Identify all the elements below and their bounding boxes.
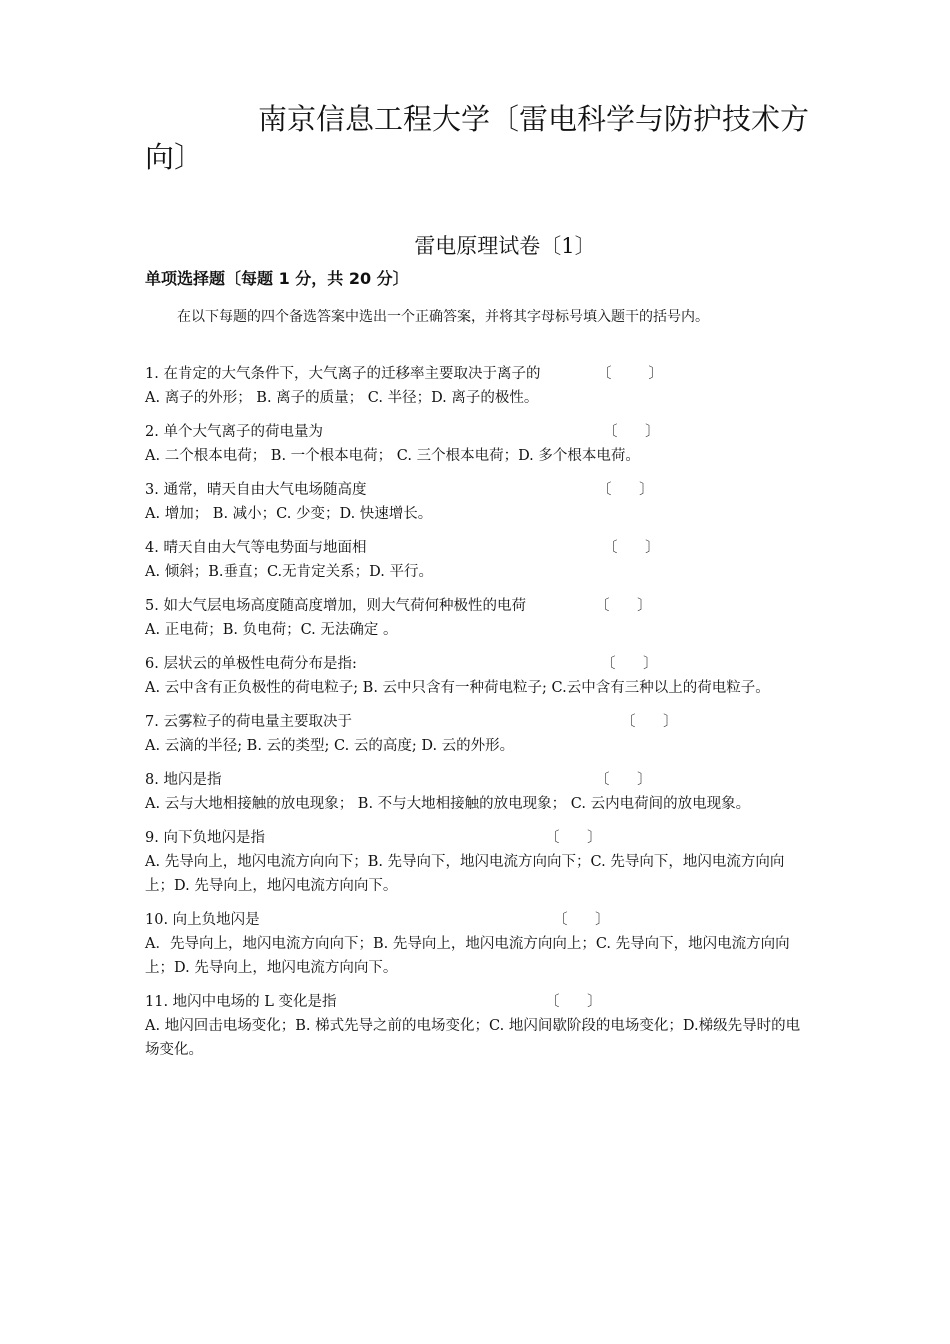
- question-options: A. 增加； B. 减小；C. 少变；D. 快速增长。: [145, 506, 433, 522]
- question-item: [145, 990, 805, 1062]
- question-list: [145, 362, 805, 1072]
- answer-bracket: 〔 〕: [553, 912, 610, 928]
- question-stem: 6. 层状云的单极性电荷分布是指:: [145, 656, 357, 672]
- question-item: [145, 362, 805, 410]
- answer-bracket: 〔 〕: [595, 598, 652, 614]
- question-item: [145, 826, 805, 898]
- question-options: A. 先导向上，地闪电流方向向下；B. 先导向下，地闪电流方向向下；C. 先导向下，地闪电流方向向上；D. 先导向上，地闪电流方向向下。: [145, 854, 785, 894]
- answer-bracket: 〔 〕: [601, 656, 658, 672]
- answer-bracket: 〔 〕: [595, 772, 652, 788]
- question-stem: 5. 如大气层电场高度随高度增加，则大气荷何种极性的电荷: [145, 598, 526, 614]
- question-item: [145, 652, 805, 700]
- question-item: [145, 420, 805, 468]
- question-stem: 11. 地闪中电场的 L 变化是指: [145, 994, 337, 1010]
- answer-bracket: 〔 〕: [603, 424, 660, 440]
- question-options: A. 离子的外形； B. 离子的质量； C. 半径；D. 离子的极性。: [145, 390, 539, 406]
- question-stem: 8. 地闪是指: [145, 772, 222, 788]
- question-options: A. 地闪回击电场变化；B. 梯式先导之前的电场变化；C. 地闪间歇阶段的电场变化；D.梯级先导时的电场变化。: [145, 1018, 801, 1058]
- answer-bracket: 〔 〕: [597, 366, 663, 382]
- question-item: [145, 768, 805, 816]
- answer-bracket: 〔 〕: [597, 482, 654, 498]
- question-options: A. 云滴的半径; B. 云的类型; C. 云的高度; D. 云的外形。: [145, 738, 515, 754]
- question-options: A. 正电荷；B. 负电荷；C. 无法确定 。: [145, 622, 398, 638]
- question-stem: 9. 向下负地闪是指: [145, 830, 265, 846]
- question-item: [145, 908, 805, 980]
- question-options: A. 云中含有正负极性的荷电粒子; B. 云中只含有一种荷电粒子; C.云中含有三种以上的荷电粒子。: [145, 680, 770, 696]
- instruction-text: 在以下每题的四个备选答案中选出一个正确答案，并将其字母标号填入题干的括号内。: [177, 309, 709, 325]
- question-item: [145, 478, 805, 526]
- question-stem: 4. 晴天自由大气等电势面与地面相: [145, 540, 367, 556]
- answer-bracket: 〔 〕: [545, 994, 602, 1010]
- exam-title: 雷电原理试卷〔1〕: [414, 234, 596, 258]
- question-options: A. 倾斜；B.垂直；C.无肯定关系；D. 平行。: [145, 564, 433, 580]
- question-options: A. 二个根本电荷； B. 一个根本电荷； C. 三个根本电荷；D. 多个根本电荷。: [145, 448, 640, 464]
- question-options: A. 云与大地相接触的放电现象； B. 不与大地相接触的放电现象； C. 云内电荷间的放电现象。: [145, 796, 751, 812]
- question-item: [145, 536, 805, 584]
- question-stem: 3. 通常，晴天自由大气电场随高度: [145, 482, 367, 498]
- question-stem: 10. 向上负地闪是: [145, 912, 260, 928]
- answer-bracket: 〔 〕: [621, 714, 678, 730]
- question-options: A．先导向上，地闪电流方向向下；B. 先导向上，地闪电流方向向上；C. 先导向下，地闪电流方向向上；D. 先导向上，地闪电流方向向下。: [145, 936, 790, 976]
- question-stem: 2. 单个大气离子的荷电量为: [145, 424, 323, 440]
- document-title: 南京信息工程大学〔雷电科学与防护技术方向〕: [145, 102, 810, 174]
- section-heading: 单项选择题〔每题 1 分，共 20 分〕: [145, 269, 409, 288]
- answer-bracket: 〔 〕: [545, 830, 602, 846]
- question-stem: 1. 在肯定的大气条件下，大气离子的迁移率主要取决于离子的: [145, 366, 541, 382]
- answer-bracket: 〔 〕: [603, 540, 660, 556]
- question-item: [145, 710, 805, 758]
- question-stem: 7. 云雾粒子的荷电量主要取决于: [145, 714, 352, 730]
- question-item: [145, 594, 805, 642]
